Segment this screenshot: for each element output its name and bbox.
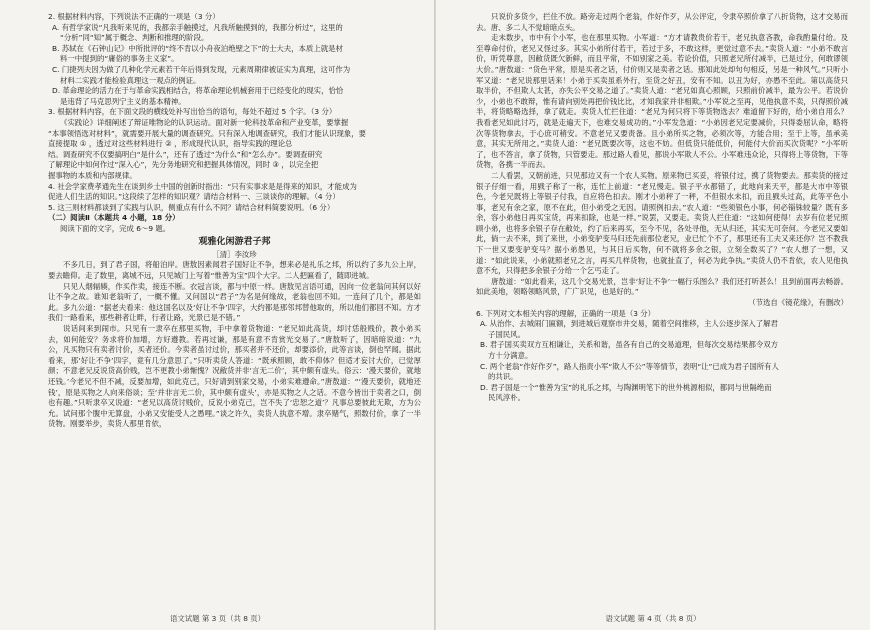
passage-author: ［清］李汝珍: [212, 250, 257, 260]
right-page: [435, 0, 870, 630]
option-continuation: 子国民风。: [488, 329, 525, 339]
left-line: 是违背了马克思列宁主义的基本精神。: [60, 96, 186, 106]
passage-paragraph: 二人看罢，又朝前进，只见那边又有一个农人买物。原来物已买妥，将银付过，携了货物要去。那卖货的接过银子仔细一看，用戥子称了一称，连忙上前道：“老兄慢走。银子平水都错了，此地向来天平，都是大市中等银色，今老兄既将上等银子付我，自应将色扣去。刚才小弟秤了一秤，不但银水未扣，而且戥头过高，此等平色小事，老兄有余之家，原不在此，但小弟受之无因。请照例扣去。”农人道：“些须银色小事，何必锱铢较量？既有多余，容小弟他日再买宝货，再来扣除，也是一样。”说罢，又要走。卖货人拦住道：“这如何使得！去岁有位老兄照顾小弟，也将多余银子存在敝处，约了后来再买，至今不见，各处寻他，无从归还，其实无可奈何。今老兄又要如此，倘一去不来，到了来世，小弟变驴变马归还先前那位老兄，业已忙个不了，那里还有工夫又来还你？岂不教我下一世又要变驴变马？据小弟愚见，与其日后买物，何不就将多余之银，立刻全数买了？”农人想了一想，又道：“如此说来，小弟就照老兄之言，再买几样货物，也就扯直了，何必为此争执。”卖货人仍不肯依，农人见他执意不允，只得把多余银子分给一个乞丐走了。: [476, 170, 848, 276]
passage-paragraph: 只见人烟辐辏，作买作卖，接连不断。衣冠言谈，都与中原一样。唐敖见言语可通，因向一位老翁问其何以好让不争之故。谁知老翁听了，一概不懂。又问国以“君子”为名是何缘故，老翁也回不知。一连问了几个，都是如此。多九公道：“据老夫看来：他这国名以及‘好让不争’四字，大约都是那邻邦替他取的，所以他们都回不知。方才我们一路看来，那些耕者让畔，行者让路，光景已是不错。”: [48, 281, 421, 323]
left-line: “本事领悟选对材料”，就需要开展大量的调查研究。只有深入地调查研究，我们才能认识现象，要: [48, 128, 367, 138]
left-line: 促进人们生活的知识。”这段续了怎样的知识观？请结合材料一、三谈谈你的理解。（4 分）: [48, 192, 340, 202]
left-line: D. 革命理论的活力在于与革命实践相结合，将革命理论机械套用于已经变化的现实，恰恰: [52, 86, 344, 96]
left-line: 结。调查研究不仅要搞明白“是什么”，还有了透过“为什么”和“怎么办”。要调查研究: [48, 149, 323, 159]
left-line: 阅读下面的文字，完成 6～9 题。: [60, 223, 171, 233]
left-line: “分析”同“知”属于概念、判断和推理的阶段。: [60, 33, 209, 43]
right-page-footer: 语文试题 第 4 页（共 8 页）: [605, 614, 701, 623]
passage-paragraph: 走未数步，市中有个小军，也在那里买物。小军道：“方才请教贵价若干，老兄执意吝教，命我酌量付给。及至尊命付价，老兄又怪过多。其实小弟所付若干，若过于多，不敢这样，更觉过意不去。”卖货人道：“小弟不敢言价，听凭尊意，因敝货既欠新鲜，而且平常，不如别家之美。若论价值，只照老兄所付减半，已是过分，何敢谬领大价。”唐敖道：“货色平常，原是买者之话，付价则又是卖者之话。那知此处却句句相反，另是一种风气。”只听小军又道：“老兄说那里话来！小弟于买卖虽系外行，至货之好丑，安有不知。以丑为好，亦愚不至此。第以高货只取半价，不但欺人太甚，亦失公平交易之道了。”卖货人道：“老兄如真心照顾，只照前价减半，最为公平。若说价少，小弟也不敢辩，惟有请向别处再把价钱比比，才知我家并非相欺。”小军说之至再，见他执意不卖，只得照价减半，将货略略选择，拿了就走。卖货人忙拦住道：“老兄为何只将下等货物选去？难道留下好的，给小弟自用么？我看老兄如此讨巧，就是走遍天下，也难交易成功的。”小军发急道：“小弟因老兄定要减价，只得委屈认命，略将次等货物拿去，于心庶可稍安。不意老兄又要责备。且小弟所买之物，必须次等，方能合用；至于上等，虽承美意，其实无所用之。”卖货人道：“老兄既要次等，这也不妨。但低货只能低价，何能付大价而买次货呢？”小军听了，也不答言，拿了货物，只管要走。那过路人看见，都说小军欺人不公。小军难违众论，只得将上等货物，下等货物，各携一半而去。: [476, 33, 848, 170]
left-question-block: [48, 12, 421, 234]
left-line: 4. 社会学家费孝通先生在谈到乡土中国的创新时指出：“只有实事求是是得来的知识，才能成为: [48, 181, 357, 191]
option-line: A. 从治作、去城闹门匾额，到进城后观察市井交易，随着空间推移，主人公逐步深入了解君: [480, 319, 778, 329]
left-passage-body: [48, 260, 421, 430]
option-continuation: 民风淳朴。: [488, 393, 525, 403]
left-page-footer: 语文试题 第 3 页（共 8 页）: [169, 614, 266, 623]
left-line: 2. 根据材料内容，下列说法不正确的一项是（3 分）: [48, 12, 220, 21]
left-line: B. 苏轼在《石钟山记》中所批评的“终不肯以小舟夜泊绝壁之下”的士大夫，本质上就是材: [52, 43, 343, 53]
left-line: （二）阅读Ⅱ（本题共 4 小题，18 分）: [48, 213, 180, 223]
passage-paragraph: 只说价多货少，拦住不放。路旁走过两个老翁，作好作歹，从公评定，令隶卒照价拿了八折货物，这才交易而去。唐、多二人不觉暗暗点头。: [476, 12, 848, 32]
left-line: 3. 根据材料内容，在下面文段的横线处补写出恰当的语句，每处不超过 5 个字。（3 分）: [48, 107, 337, 117]
passage-source: （节选自《镜花缘》，有删改）: [748, 298, 848, 308]
left-line: 直接提取 ① ，透过对这些材料进行 ② ，形成现代认识，指导实践的理论总: [48, 139, 293, 149]
left-line: C. 门捷列夫因为做了几种化学元素若干年后得到发现，元素周期律被证实为真理，这可作为: [52, 64, 351, 74]
left-line: 5. 这三则材料都谈到了实践与认识，侧重点有什么不同？请结合材料简要说明。（6 分）: [48, 202, 335, 212]
passage-paragraph: 唐敖道：“如此看来，这几个交易光景，岂非‘好让不争’一幅行乐图么？我们还打听甚么！且到前面再去畅游。如此美地，领略领略风景，广广识见，也是好的。”: [476, 276, 848, 297]
left-line: 了解理论中如何作过“深入心”，先分务地研究和把握具体情况，同时 ③ ，以完全把: [48, 160, 319, 170]
question-6-options: [476, 319, 848, 404]
left-line: A. 有哲学家说“凡我听来见的，我都亲手触摸过，凡我所触摸到的，我都分析过”，这里的: [52, 22, 343, 32]
question-6-stem: 6. 下列对文本相关内容的理解，正确的一项是（3 分）: [476, 308, 656, 318]
option-line: D. 君子国是一个“惟善为宝”的礼乐之邦，与陶渊明笔下的世外桃源相似，都同与世隔绝而: [480, 382, 772, 392]
question-6: [476, 309, 848, 404]
passage-paragraph: 不多几日，到了君子国，将船泊岸。唐敖因素闻君子国好让不争，想来必是礼乐之邦，所以约了多九公上岸，要去瞻仰。走了数里，离城不远，只见城门上写着“惟善为宝”四个大字。二人把匾看了，随即进城。: [48, 260, 421, 281]
left-line: 《实践论》详细阐述了辩证唯物论的认识运动。面对新一轮科技革命和产业变革，要掌握: [60, 117, 349, 127]
passage-title: 观雅化闲游君子邦: [198, 237, 271, 248]
option-line: B. 君子国买卖双方互相谦让，关系和谐，虽各有自己的交易道理，但每次交易结果都令双方: [480, 340, 779, 350]
left-line: 材料二实践才能检验真理这一观点的例证。: [60, 75, 201, 85]
left-line: 握事物的本质和内部规律。: [48, 170, 137, 180]
passage-paragraph: 说话间来到闹市。只见有一隶卒在那里买物，手中拿着货物道：“老兄如此高货，却讨恁般贱价，教小弟买去，如何能安？务求将价加增，方好遵教。若再过谦，那是有意不肯赏光交易了。”唐敖听了，因暗暗说道：“九公，凡买物只有卖者讨价，买者还价。今卖者虽讨过价，那买者并不还价，却要添价，此等言谈，倒也罕闻。据此看来，那‘好让不争’四字，竟有几分意思了。”只听卖货人答道：“既承照顾，敢不仰体？但适才妄讨大价，已觉厚颜；不意老兄反说货高价贱，岂不更教小弟惭愧？况敝货并非‘言无二价’，其中颇有虚头。俗云：‘漫天要价，就地还钱。’今老兄不但不减，反要加增，如此克己，只好请到别家交易，小弟实难遵命。”唐敖道：“‘漫天要价，就地还钱’，原是买物之人向来俗谈；至‘并非言无二价，其中颇有虚头’，亦是买物之人之话。不意今皆出于卖者之口，倒也有趣。”只听隶卒又说道：“老兄以高货讨贱价，反说小弟克己，岂不失了‘忠恕之道’？凡事总要彼此无欺，方为公允。试问那个腹中无算盘，小弟又安能受人之愚哩。”谈之许久，卖货人执意不增。隶卒赌气，照数付价，拿了一半货物。刚要举步，卖货人那里肯依，: [48, 324, 421, 429]
option-continuation: 的共识。: [488, 372, 518, 382]
left-line: 料一中提到的“庸俗的事务主义家”。: [60, 54, 179, 64]
option-continuation: 方十分满意。: [488, 351, 533, 360]
option-line: C. 两个老翁“作好作歹”，路人指责小军“欺人不公”等等情节，表明“让”已成为君子国所有人: [480, 361, 779, 371]
right-passage-body: [476, 12, 848, 298]
